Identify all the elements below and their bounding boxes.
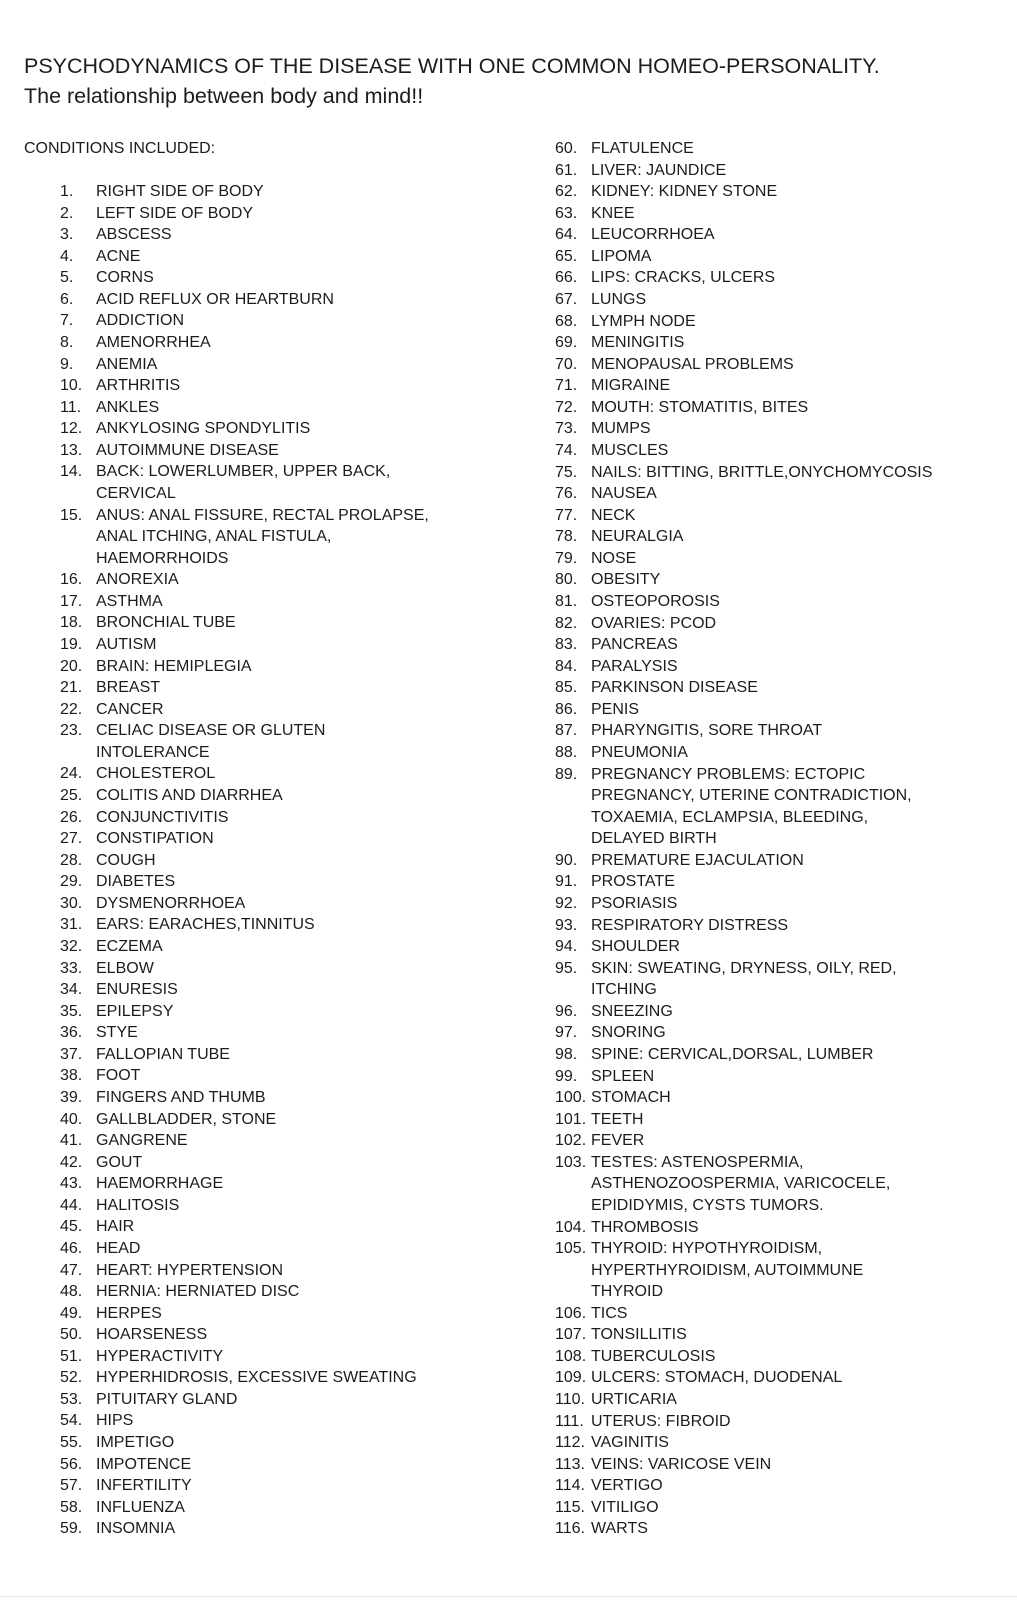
item-text: WARTS xyxy=(591,1520,648,1538)
item-number: 1. xyxy=(60,183,74,200)
item-text: LIVER: JAUNDICE xyxy=(591,161,727,179)
item-number: 9. xyxy=(60,355,74,373)
item-number: 49. xyxy=(60,1304,83,1322)
item-number: 107. xyxy=(555,1326,587,1344)
item-text: LUNGS xyxy=(591,290,647,308)
item-text: HAIR xyxy=(96,1218,135,1236)
item-text: OBESITY xyxy=(591,571,661,589)
item-number: 36. xyxy=(60,1024,83,1042)
item-number: 96. xyxy=(555,1002,578,1020)
item-text: NECK xyxy=(591,506,636,524)
item-text: EPILEPSY xyxy=(96,1002,174,1020)
item-text: HIPS xyxy=(96,1412,134,1430)
item-number: 21. xyxy=(60,679,83,697)
item-text: PROSTATE xyxy=(591,873,675,891)
item-text: PHARYNGITIS, SORE THROAT xyxy=(591,722,823,740)
item-text: FEVER xyxy=(591,1132,645,1150)
item-number: 15. xyxy=(60,506,83,524)
item-text: OSTEOPOROSIS xyxy=(591,592,720,610)
item-number: 10. xyxy=(60,377,83,395)
item-number: 45. xyxy=(60,1218,83,1236)
item-text: CONSTIPATION xyxy=(96,830,214,848)
item-number: 56. xyxy=(60,1455,83,1473)
item-text: TESTES: ASTENOSPERMIA, xyxy=(591,1153,804,1171)
item-text: ANUS: ANAL FISSURE, RECTAL PROLAPSE, xyxy=(96,506,429,524)
item-text: ECZEMA xyxy=(96,937,163,955)
item-text: PREMATURE EJACULATION xyxy=(591,851,804,869)
item-text: GOUT xyxy=(96,1153,143,1171)
item-number: 93. xyxy=(555,916,578,934)
item-number: 30. xyxy=(60,894,83,912)
item-number: 8. xyxy=(60,333,74,351)
item-text: URTICARIA xyxy=(591,1391,677,1409)
item-text: MENOPAUSAL PROBLEMS xyxy=(591,355,794,373)
item-number: 80. xyxy=(555,571,578,589)
item-number: 38. xyxy=(60,1067,83,1085)
item-text: THYROID: HYPOTHYROIDISM, xyxy=(591,1240,823,1258)
item-text: SHOULDER xyxy=(591,938,680,956)
item-number: 6. xyxy=(60,290,74,308)
item-text: PREGNANCY, UTERINE CONTRADICTION, xyxy=(591,787,912,805)
item-number: 84. xyxy=(555,657,578,675)
item-text: ADDICTION xyxy=(96,312,184,330)
item-number: 20. xyxy=(60,657,83,675)
item-text: ULCERS: STOMACH, DUODENAL xyxy=(591,1369,843,1387)
item-number: 66. xyxy=(555,269,578,287)
item-text: PANCREAS xyxy=(591,636,678,654)
item-text: SPINE: CERVICAL,DORSAL, LUMBER xyxy=(591,1045,874,1063)
item-number: 54. xyxy=(60,1412,83,1430)
item-text: SNORING xyxy=(591,1024,666,1042)
item-text: HOARSENESS xyxy=(96,1326,208,1344)
item-number: 19. xyxy=(60,635,83,653)
item-number: 60. xyxy=(555,140,578,157)
item-text: ACNE xyxy=(96,247,141,265)
item-text: STOMACH xyxy=(591,1089,671,1107)
item-number: 27. xyxy=(60,830,83,848)
item-number: 12. xyxy=(60,420,83,438)
item-text: TUBERCULOSIS xyxy=(591,1347,716,1365)
item-text: UTERUS: FIBROID xyxy=(591,1412,731,1430)
item-text: BREAST xyxy=(96,679,161,697)
item-number: 7. xyxy=(60,312,74,330)
item-number: 17. xyxy=(60,592,83,610)
item-number: 5. xyxy=(60,269,74,287)
item-number: 28. xyxy=(60,851,83,869)
item-number: 63. xyxy=(555,204,578,222)
item-text: PARKINSON DISEASE xyxy=(591,679,758,697)
item-number: 110. xyxy=(555,1391,585,1409)
item-number: 101. xyxy=(555,1110,587,1128)
item-text: OVARIES: PCOD xyxy=(591,614,717,632)
item-number: 87. xyxy=(555,722,578,740)
item-text: VERTIGO xyxy=(591,1477,663,1495)
item-text: ACID REFLUX OR HEARTBURN xyxy=(96,290,334,308)
item-number: 92. xyxy=(555,894,578,912)
item-text: LYMPH NODE xyxy=(591,312,696,330)
item-text: ANEMIA xyxy=(96,355,158,373)
item-number: 14. xyxy=(60,463,83,481)
item-number: 72. xyxy=(555,398,578,416)
item-number: 94. xyxy=(555,938,578,956)
item-number: 42. xyxy=(60,1153,83,1171)
item-number: 73. xyxy=(555,420,578,438)
item-text: IMPETIGO xyxy=(96,1434,175,1452)
item-text: HAEMORRHOIDS xyxy=(96,549,229,567)
item-text: NOSE xyxy=(591,549,637,567)
item-number: 114. xyxy=(555,1477,585,1495)
item-text: CERVICAL xyxy=(96,484,176,502)
item-number: 3. xyxy=(60,226,74,244)
section-label: CONDITIONS INCLUDED: xyxy=(24,140,216,157)
item-number: 37. xyxy=(60,1045,83,1063)
item-number: 88. xyxy=(555,743,578,761)
item-text: SPLEEN xyxy=(591,1067,655,1085)
item-number: 62. xyxy=(555,183,578,201)
item-number: 57. xyxy=(60,1477,83,1495)
item-text: THROMBOSIS xyxy=(591,1218,699,1236)
item-text: KNEE xyxy=(591,204,635,222)
item-number: 25. xyxy=(60,786,83,804)
item-number: 108. xyxy=(555,1347,587,1365)
item-text: FOOT xyxy=(96,1067,141,1085)
item-number: 116. xyxy=(555,1520,585,1538)
item-text: LIPS: CRACKS, ULCERS xyxy=(591,269,776,287)
bottom-divider xyxy=(0,1596,1017,1597)
item-number: 83. xyxy=(555,636,578,654)
item-number: 51. xyxy=(60,1347,83,1365)
item-number: 71. xyxy=(555,377,578,395)
item-text: STYE xyxy=(96,1024,138,1042)
item-number: 89. xyxy=(555,765,578,783)
item-number: 105. xyxy=(555,1240,587,1258)
item-number: 34. xyxy=(60,981,83,999)
item-number: 78. xyxy=(555,528,578,546)
item-text: SKIN: SWEATING, DRYNESS, OILY, RED, xyxy=(591,959,897,977)
item-text: DYSMENORRHOEA xyxy=(96,894,246,912)
item-text: LEUCORRHOEA xyxy=(591,226,715,244)
item-number: 53. xyxy=(60,1390,83,1408)
item-text: ENURESIS xyxy=(96,981,178,999)
item-number: 61. xyxy=(555,161,578,179)
item-text: AUTOIMMUNE DISEASE xyxy=(96,441,279,459)
item-number: 100. xyxy=(555,1089,587,1107)
item-text: VEINS: VARICOSE VEIN xyxy=(591,1455,772,1473)
item-text: HYPERHIDROSIS, EXCESSIVE SWEATING xyxy=(96,1369,417,1387)
item-text: TOXAEMIA, ECLAMPSIA, BLEEDING, xyxy=(591,808,869,826)
item-text: DIABETES xyxy=(96,873,176,891)
item-text: GALLBLADDER, STONE xyxy=(96,1110,277,1128)
item-text: ANKLES xyxy=(96,398,160,416)
item-text: ANOREXIA xyxy=(96,571,179,589)
item-text: HAEMORRHAGE xyxy=(96,1175,224,1193)
item-text: CONJUNCTIVITIS xyxy=(96,808,229,826)
item-text: MUSCLES xyxy=(591,441,669,459)
item-text: SNEEZING xyxy=(591,1002,673,1020)
item-number: 16. xyxy=(60,571,83,589)
item-number: 65. xyxy=(555,247,578,265)
item-number: 115. xyxy=(555,1498,585,1516)
item-number: 112. xyxy=(555,1434,585,1452)
item-number: 81. xyxy=(555,592,578,610)
item-text: ANAL ITCHING, ANAL FISTULA, xyxy=(96,528,332,546)
item-text: GANGRENE xyxy=(96,1132,188,1150)
item-text: BRAIN: HEMIPLEGIA xyxy=(96,657,252,675)
item-number: 46. xyxy=(60,1239,83,1257)
item-text: ASTHMA xyxy=(96,592,163,610)
item-text: BACK: LOWERLUMBER, UPPER BACK, xyxy=(96,463,391,481)
item-text: ELBOW xyxy=(96,959,154,977)
item-number: 48. xyxy=(60,1283,83,1301)
item-text: MOUTH: STOMATITIS, BITES xyxy=(591,398,809,416)
item-text: DELAYED BIRTH xyxy=(591,830,717,848)
item-number: 97. xyxy=(555,1024,578,1042)
item-text: TEETH xyxy=(591,1110,644,1128)
item-number: 29. xyxy=(60,873,83,891)
item-text: ABSCESS xyxy=(96,226,172,244)
page-subtitle: The relationship between body and mind!! xyxy=(24,84,424,108)
item-text: FALLOPIAN TUBE xyxy=(96,1045,230,1063)
item-text: NAUSEA xyxy=(591,485,657,503)
item-number: 99. xyxy=(555,1067,578,1085)
item-text: HALITOSIS xyxy=(96,1196,180,1214)
item-number: 47. xyxy=(60,1261,83,1279)
item-number: 22. xyxy=(60,700,83,718)
item-number: 74. xyxy=(555,441,578,459)
item-text: CHOLESTEROL xyxy=(96,765,216,783)
item-text: EPIDIDYMIS, CYSTS TUMORS. xyxy=(591,1196,824,1214)
item-text: LEFT SIDE OF BODY xyxy=(96,204,254,222)
item-text: FINGERS AND THUMB xyxy=(96,1088,266,1106)
item-text: THYROID xyxy=(591,1283,663,1301)
item-text: HYPERTHYROIDISM, AUTOIMMUNE xyxy=(591,1261,864,1279)
item-number: 102. xyxy=(555,1132,587,1150)
item-number: 39. xyxy=(60,1088,83,1106)
item-number: 70. xyxy=(555,355,578,373)
item-number: 64. xyxy=(555,226,578,244)
item-text: COLITIS AND DIARRHEA xyxy=(96,786,283,804)
item-number: 76. xyxy=(555,485,578,503)
item-number: 77. xyxy=(555,506,578,524)
item-text: FLATULENCE xyxy=(591,140,694,157)
item-number: 50. xyxy=(60,1326,83,1344)
item-number: 52. xyxy=(60,1369,83,1387)
item-text: RESPIRATORY DISTRESS xyxy=(591,916,789,934)
item-number: 109. xyxy=(555,1369,587,1387)
item-text: IMPOTENCE xyxy=(96,1455,192,1473)
item-text: CELIAC DISEASE OR GLUTEN xyxy=(96,722,326,740)
item-text: PNEUMONIA xyxy=(591,743,688,761)
item-number: 111. xyxy=(555,1412,584,1430)
item-text: ASTHENOZOOSPERMIA, VARICOCELE, xyxy=(591,1175,891,1193)
item-text: PENIS xyxy=(591,700,640,718)
item-number: 90. xyxy=(555,851,578,869)
item-text: COUGH xyxy=(96,851,156,869)
item-text: EARS: EARACHES,TINNITUS xyxy=(96,916,315,934)
item-number: 18. xyxy=(60,614,83,632)
item-number: 23. xyxy=(60,722,83,740)
item-text: CANCER xyxy=(96,700,164,718)
item-number: 13. xyxy=(60,441,83,459)
item-text: INSOMNIA xyxy=(96,1520,176,1538)
item-text: MUMPS xyxy=(591,420,651,438)
item-number: 85. xyxy=(555,679,578,697)
item-text: PARALYSIS xyxy=(591,657,678,675)
item-number: 69. xyxy=(555,334,578,352)
item-text: ITCHING xyxy=(591,981,657,999)
item-text: TICS xyxy=(591,1304,628,1322)
item-number: 82. xyxy=(555,614,578,632)
item-text: KIDNEY: KIDNEY STONE xyxy=(591,183,778,201)
item-number: 67. xyxy=(555,290,578,308)
item-number: 79. xyxy=(555,549,578,567)
item-number: 31. xyxy=(60,916,83,934)
item-text: HERNIA: HERNIATED DISC xyxy=(96,1283,300,1301)
item-text: MENINGITIS xyxy=(591,334,685,352)
item-number: 26. xyxy=(60,808,83,826)
item-number: 75. xyxy=(555,463,578,481)
item-number: 106. xyxy=(555,1304,587,1322)
item-text: AMENORRHEA xyxy=(96,333,211,351)
item-text: NEURALGIA xyxy=(591,528,684,546)
item-text: HEAD xyxy=(96,1239,141,1257)
item-text: RIGHT SIDE OF BODY xyxy=(96,183,264,200)
item-number: 11. xyxy=(60,398,82,416)
item-text: LIPOMA xyxy=(591,247,652,265)
item-text: VAGINITIS xyxy=(591,1434,669,1452)
item-text: NAILS: BITTING, BRITTLE,ONYCHOMYCOSIS xyxy=(591,463,933,481)
item-text: HYPERACTIVITY xyxy=(96,1347,224,1365)
item-number: 24. xyxy=(60,765,83,783)
item-text: TONSILLITIS xyxy=(591,1326,687,1344)
item-number: 91. xyxy=(555,873,578,891)
item-number: 58. xyxy=(60,1498,83,1516)
item-number: 32. xyxy=(60,937,83,955)
item-number: 2. xyxy=(60,204,74,222)
item-text: AUTISM xyxy=(96,635,157,653)
item-number: 86. xyxy=(555,700,578,718)
item-text: PITUITARY GLAND xyxy=(96,1390,238,1408)
item-number: 55. xyxy=(60,1434,83,1452)
item-text: BRONCHIAL TUBE xyxy=(96,614,236,632)
item-number: 4. xyxy=(60,247,74,265)
item-text: HEART: HYPERTENSION xyxy=(96,1261,284,1279)
item-text: ARTHRITIS xyxy=(96,377,181,395)
item-text: INFERTILITY xyxy=(96,1477,192,1495)
item-text: PREGNANCY PROBLEMS: ECTOPIC xyxy=(591,765,866,783)
item-text: INTOLERANCE xyxy=(96,743,210,761)
item-number: 95. xyxy=(555,959,578,977)
item-text: HERPES xyxy=(96,1304,162,1322)
page-title: PSYCHODYNAMICS OF THE DISEASE WITH ONE COMMON HOMEO-PERSONALITY. xyxy=(24,54,880,78)
item-number: 41. xyxy=(60,1132,83,1150)
item-number: 35. xyxy=(60,1002,83,1020)
item-number: 43. xyxy=(60,1175,83,1193)
item-number: 113. xyxy=(555,1455,585,1473)
item-text: MIGRAINE xyxy=(591,377,671,395)
item-number: 33. xyxy=(60,959,83,977)
item-number: 68. xyxy=(555,312,578,330)
item-text: ANKYLOSING SPONDYLITIS xyxy=(96,420,311,438)
item-text: PSORIASIS xyxy=(591,894,678,912)
item-number: 103. xyxy=(555,1153,587,1171)
item-number: 98. xyxy=(555,1045,578,1063)
item-number: 59. xyxy=(60,1520,83,1538)
item-text: VITILIGO xyxy=(591,1498,659,1516)
item-number: 40. xyxy=(60,1110,83,1128)
item-number: 104. xyxy=(555,1218,587,1236)
item-number: 44. xyxy=(60,1196,83,1214)
item-text: CORNS xyxy=(96,269,154,287)
item-text: INFLUENZA xyxy=(96,1498,185,1516)
